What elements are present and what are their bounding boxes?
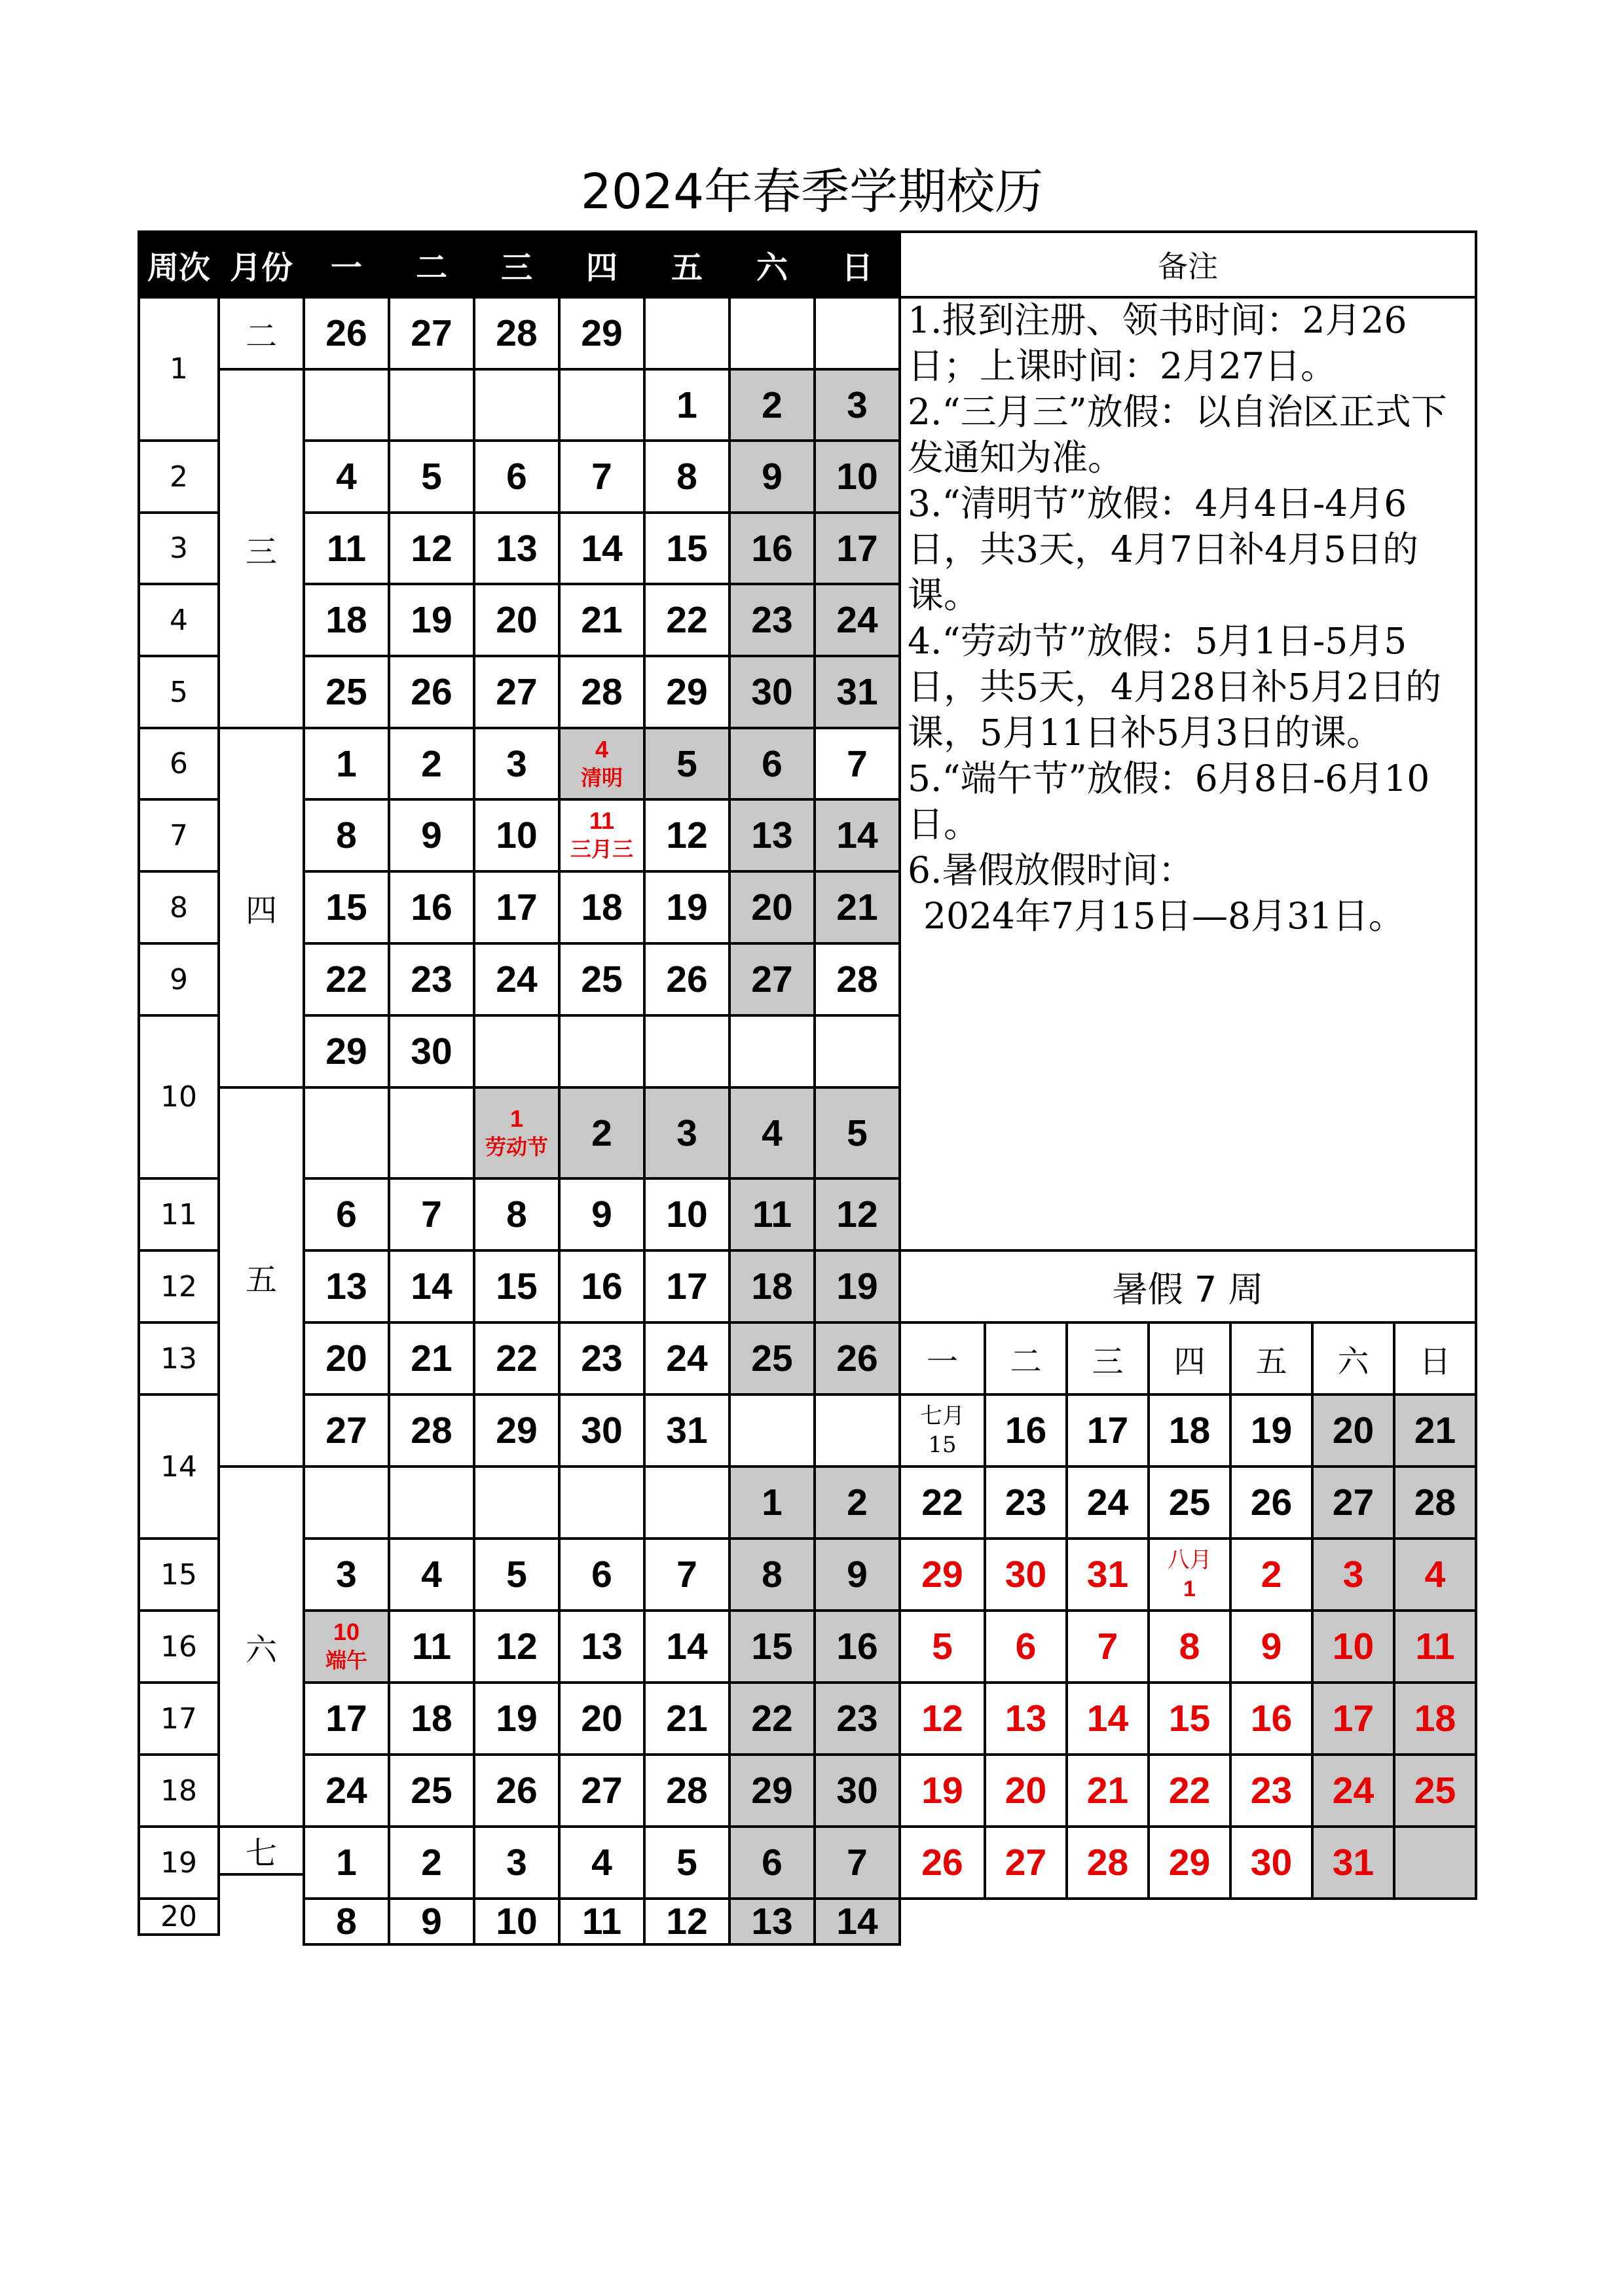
day-cell (558, 1014, 646, 1089)
notes-panel (900, 297, 1476, 939)
day-cell: 27 (728, 942, 816, 1017)
day-cell: 16 (813, 1609, 901, 1684)
note-item: 5.“端午节”放假：6月8日-6月10日。 (908, 757, 1430, 845)
day-cell: 9 (728, 439, 816, 514)
day-cell: 21 (558, 583, 646, 657)
summer-day-cell: 29 (1147, 1825, 1232, 1900)
day-cell: 3 (643, 1086, 731, 1180)
day-cell (473, 368, 561, 442)
day-cell: 4 (303, 439, 390, 514)
day-cell: 9 (388, 798, 475, 873)
day-cell (303, 1609, 390, 1684)
day-cell: 20 (558, 1681, 646, 1756)
day-cell (303, 368, 390, 442)
week-number: 18 (138, 1753, 220, 1828)
day-cell (643, 1465, 731, 1540)
aug-day: 1 (1183, 1576, 1196, 1601)
summer-day-cell: 17 (1311, 1681, 1395, 1756)
day-cell: 3 (813, 368, 901, 442)
day-cell: 6 (303, 1177, 390, 1252)
month-label: 四 (217, 727, 305, 1089)
week-number: 13 (138, 1321, 220, 1396)
day-cell: 13 (728, 798, 816, 873)
week-number: 10 (138, 1014, 220, 1180)
summer-day-cell (898, 1393, 986, 1468)
day-cell: 31 (813, 655, 901, 729)
week-number: 12 (138, 1249, 220, 1324)
day-cell: 18 (303, 583, 390, 657)
summer-day-cell: 8 (1147, 1609, 1232, 1684)
day-cell: 25 (558, 942, 646, 1017)
day-cell: 22 (473, 1321, 561, 1396)
month-label: 二 (217, 296, 305, 371)
holiday-label: 端午 (325, 1648, 367, 1673)
day-cell: 1 (728, 1465, 816, 1540)
holiday-day: 10 (333, 1618, 360, 1645)
day-cell: 17 (303, 1681, 390, 1756)
day-cell: 15 (728, 1609, 816, 1684)
summer-day-cell: 22 (1147, 1753, 1232, 1828)
day-cell: 6 (728, 727, 816, 801)
day-cell: 5 (388, 439, 475, 514)
header-weekday: 一 (303, 230, 390, 299)
day-cell: 5 (473, 1537, 561, 1612)
day-cell: 19 (813, 1249, 901, 1324)
day-cell: 14 (558, 511, 646, 585)
day-cell: 23 (813, 1681, 901, 1756)
day-cell: 21 (813, 870, 901, 945)
day-cell: 23 (558, 1321, 646, 1396)
day-cell: 1 (303, 727, 390, 801)
day-cell: 4 (558, 1825, 646, 1900)
july-label: 七月 (920, 1403, 965, 1429)
summer-day-cell: 26 (1229, 1465, 1314, 1540)
day-cell: 3 (473, 1825, 561, 1900)
day-cell: 7 (813, 1825, 901, 1900)
day-cell: 11 (388, 1609, 475, 1684)
day-cell: 7 (558, 439, 646, 514)
day-cell: 28 (643, 1753, 731, 1828)
summer-day-cell: 27 (984, 1825, 1068, 1900)
summer-day-cell: 29 (898, 1537, 986, 1612)
holiday-label: 清明 (580, 765, 623, 790)
day-cell: 20 (303, 1321, 390, 1396)
summer-day-cell: 18 (1147, 1393, 1232, 1468)
summer-day-cell: 23 (1229, 1753, 1314, 1828)
day-cell: 26 (303, 296, 390, 371)
day-cell: 2 (388, 727, 475, 801)
day-cell: 24 (303, 1753, 390, 1828)
day-cell (558, 1465, 646, 1540)
day-cell: 3 (303, 1537, 390, 1612)
header-weekday: 三 (473, 230, 561, 299)
day-cell: 7 (388, 1177, 475, 1252)
header-month: 月份 (217, 230, 305, 299)
week-number: 17 (138, 1681, 220, 1756)
day-cell: 14 (813, 1897, 901, 1946)
day-cell (813, 1014, 901, 1089)
day-cell: 5 (643, 1825, 731, 1900)
summer-day-cell: 4 (1393, 1537, 1477, 1612)
week-number: 20 (138, 1897, 220, 1936)
day-cell: 6 (728, 1825, 816, 1900)
note-item: 1.报到注册、领书时间：2月26日；上课时间：2月27日。 (908, 299, 1407, 387)
summer-day-cell: 3 (1311, 1537, 1395, 1612)
month-label: 五 (217, 1086, 305, 1468)
summer-day-cell: 13 (984, 1681, 1068, 1756)
day-cell: 12 (813, 1177, 901, 1252)
day-cell: 2 (813, 1465, 901, 1540)
day-cell: 12 (473, 1609, 561, 1684)
day-cell: 18 (558, 870, 646, 945)
day-cell: 25 (303, 655, 390, 729)
day-cell: 29 (558, 296, 646, 371)
week-number: 16 (138, 1609, 220, 1684)
day-cell: 4 (388, 1537, 475, 1612)
day-cell: 2 (388, 1825, 475, 1900)
header-weekday: 五 (643, 230, 731, 299)
day-cell: 6 (473, 439, 561, 514)
day-cell: 27 (473, 655, 561, 729)
header-weekday: 二 (388, 230, 475, 299)
day-cell: 8 (728, 1537, 816, 1612)
summer-day-cell: 23 (984, 1465, 1068, 1540)
day-cell: 5 (813, 1086, 901, 1180)
day-cell: 10 (473, 798, 561, 873)
day-cell: 27 (558, 1753, 646, 1828)
day-cell: 29 (728, 1753, 816, 1828)
day-cell: 23 (388, 942, 475, 1017)
day-cell (558, 727, 646, 801)
summer-day-cell: 21 (1065, 1753, 1150, 1828)
day-cell: 7 (643, 1537, 731, 1612)
note-item: 6.暑假放假时间： (908, 849, 1194, 891)
summer-day-cell: 24 (1311, 1753, 1395, 1828)
day-cell (303, 1086, 390, 1180)
summer-day-cell: 14 (1065, 1681, 1150, 1756)
note-item: 2.“三月三”放假：以自治区正式下发通知为准。 (908, 391, 1447, 479)
week-number: 2 (138, 439, 220, 514)
summer-day-cell: 30 (984, 1537, 1068, 1612)
summer-day-cell: 26 (898, 1825, 986, 1900)
summer-day-cell: 21 (1393, 1393, 1477, 1468)
day-cell: 30 (558, 1393, 646, 1468)
day-cell: 21 (388, 1321, 475, 1396)
day-cell: 6 (558, 1537, 646, 1612)
summer-day-cell: 15 (1147, 1681, 1232, 1756)
summer-day-cell (1393, 1825, 1477, 1900)
summer-day-cell: 18 (1393, 1681, 1477, 1756)
day-cell: 28 (558, 655, 646, 729)
summer-day-cell (1147, 1537, 1232, 1612)
day-cell (473, 1465, 561, 1540)
summer-day-cell: 10 (1311, 1609, 1395, 1684)
day-cell: 10 (813, 439, 901, 514)
holiday-label: 三月三 (570, 837, 633, 862)
summer-weekday: 三 (1065, 1321, 1150, 1396)
day-cell: 22 (643, 583, 731, 657)
day-cell: 26 (643, 942, 731, 1017)
summer-weekday: 四 (1147, 1321, 1232, 1396)
header-notes: 备注 (898, 230, 1477, 299)
day-cell (303, 1465, 390, 1540)
day-cell: 14 (388, 1249, 475, 1324)
summer-day-cell: 12 (898, 1681, 986, 1756)
day-cell: 8 (303, 1897, 390, 1946)
week-number: 9 (138, 942, 220, 1017)
day-cell: 12 (388, 511, 475, 585)
day-cell: 2 (728, 368, 816, 442)
day-cell: 29 (643, 655, 731, 729)
holiday-label: 劳动节 (485, 1134, 548, 1159)
day-cell (728, 1393, 816, 1468)
day-cell: 17 (473, 870, 561, 945)
summer-day-cell: 28 (1393, 1465, 1477, 1540)
day-cell: 1 (643, 368, 731, 442)
week-number: 4 (138, 583, 220, 657)
day-cell: 11 (303, 511, 390, 585)
note-item: 4.“劳动节”放假：5月1日-5月5日，共5天，4月28日补5月2日的课，5月11日补5月3日的课。 (908, 620, 1441, 754)
day-cell: 19 (643, 870, 731, 945)
day-cell: 4 (728, 1086, 816, 1180)
week-number: 14 (138, 1393, 220, 1540)
day-cell (643, 1014, 731, 1089)
day-cell: 15 (643, 511, 731, 585)
day-cell: 16 (388, 870, 475, 945)
day-cell: 26 (473, 1753, 561, 1828)
day-cell (473, 1086, 561, 1180)
header-weekday: 四 (558, 230, 646, 299)
summer-day-cell: 22 (898, 1465, 986, 1540)
day-cell: 11 (728, 1177, 816, 1252)
day-cell: 28 (473, 296, 561, 371)
summer-day-cell: 9 (1229, 1609, 1314, 1684)
day-cell: 26 (388, 655, 475, 729)
day-cell: 22 (303, 942, 390, 1017)
week-number: 1 (138, 296, 220, 442)
day-cell: 15 (303, 870, 390, 945)
day-cell: 16 (728, 511, 816, 585)
day-cell: 9 (558, 1177, 646, 1252)
day-cell (728, 1014, 816, 1089)
day-cell: 12 (643, 1897, 731, 1946)
day-cell: 28 (813, 942, 901, 1017)
day-cell: 30 (728, 655, 816, 729)
summer-day-cell: 31 (1065, 1537, 1150, 1612)
note-item: 3.“清明节”放假：4月4日-4月6日，共3天，4月7日补4月5日的课。 (908, 483, 1418, 616)
day-cell: 9 (388, 1897, 475, 1946)
summer-day-cell: 7 (1065, 1609, 1150, 1684)
day-cell: 1 (303, 1825, 390, 1900)
day-cell: 31 (643, 1393, 731, 1468)
july-day: 15 (928, 1432, 957, 1458)
day-cell: 13 (473, 511, 561, 585)
day-cell: 8 (303, 798, 390, 873)
summer-day-cell: 25 (1393, 1753, 1477, 1828)
day-cell (643, 296, 731, 371)
day-cell: 24 (643, 1321, 731, 1396)
week-number: 15 (138, 1537, 220, 1612)
month-label: 三 (217, 368, 305, 729)
summer-day-cell: 31 (1311, 1825, 1395, 1900)
day-cell: 14 (643, 1609, 731, 1684)
day-cell: 16 (558, 1249, 646, 1324)
day-cell: 12 (643, 798, 731, 873)
day-cell (558, 368, 646, 442)
day-cell: 15 (473, 1249, 561, 1324)
week-number: 6 (138, 727, 220, 801)
day-cell: 17 (813, 511, 901, 585)
note-item: 2024年7月15日—8月31日。 (923, 895, 1405, 937)
week-number: 5 (138, 655, 220, 729)
day-cell: 20 (728, 870, 816, 945)
day-cell: 26 (813, 1321, 901, 1396)
header-week: 周次 (138, 230, 220, 299)
day-cell: 5 (643, 727, 731, 801)
day-cell: 24 (473, 942, 561, 1017)
day-cell (813, 296, 901, 371)
day-cell: 29 (473, 1393, 561, 1468)
day-cell: 24 (813, 583, 901, 657)
aug-label: 八月 (1167, 1547, 1212, 1573)
summer-weekday: 六 (1311, 1321, 1395, 1396)
holiday-day: 11 (589, 807, 615, 834)
day-cell: 18 (728, 1249, 816, 1324)
day-cell (728, 296, 816, 371)
day-cell: 7 (813, 727, 901, 801)
month-label: 七 (217, 1825, 305, 1876)
day-cell: 28 (388, 1393, 475, 1468)
day-cell: 13 (558, 1609, 646, 1684)
summer-day-cell: 20 (984, 1753, 1068, 1828)
summer-day-cell: 17 (1065, 1393, 1150, 1468)
day-cell: 23 (728, 583, 816, 657)
day-cell: 19 (473, 1681, 561, 1756)
holiday-day: 1 (509, 1104, 524, 1132)
header-weekday: 日 (813, 230, 901, 299)
summer-weekday: 五 (1229, 1321, 1314, 1396)
page-title: 2024年春季学期校历 (580, 164, 1044, 220)
summer-day-cell: 24 (1065, 1465, 1150, 1540)
day-cell: 30 (388, 1014, 475, 1089)
day-cell: 8 (643, 439, 731, 514)
day-cell (388, 368, 475, 442)
summer-title: 暑假 7 周 (898, 1249, 1477, 1324)
week-number: 8 (138, 870, 220, 945)
summer-weekday: 一 (898, 1321, 986, 1396)
day-cell: 9 (813, 1537, 901, 1612)
day-cell: 25 (388, 1753, 475, 1828)
holiday-day: 4 (595, 735, 609, 763)
day-cell: 18 (388, 1681, 475, 1756)
day-cell (388, 1465, 475, 1540)
summer-day-cell: 28 (1065, 1825, 1150, 1900)
summer-day-cell: 16 (984, 1393, 1068, 1468)
day-cell: 13 (303, 1249, 390, 1324)
week-number: 7 (138, 798, 220, 873)
day-cell: 10 (473, 1897, 561, 1946)
day-cell: 30 (813, 1753, 901, 1828)
week-number: 3 (138, 511, 220, 585)
summer-day-cell: 30 (1229, 1825, 1314, 1900)
day-cell: 13 (728, 1897, 816, 1946)
week-number: 19 (138, 1825, 220, 1900)
day-cell (388, 1086, 475, 1180)
day-cell: 8 (473, 1177, 561, 1252)
summer-day-cell: 2 (1229, 1537, 1314, 1612)
day-cell: 22 (728, 1681, 816, 1756)
day-cell (473, 1014, 561, 1089)
day-cell: 20 (473, 583, 561, 657)
day-cell: 14 (813, 798, 901, 873)
summer-day-cell: 11 (1393, 1609, 1477, 1684)
summer-day-cell: 19 (898, 1753, 986, 1828)
day-cell: 2 (558, 1086, 646, 1180)
summer-day-cell: 6 (984, 1609, 1068, 1684)
summer-day-cell: 19 (1229, 1393, 1314, 1468)
summer-day-cell: 27 (1311, 1465, 1395, 1540)
day-cell: 21 (643, 1681, 731, 1756)
day-cell: 25 (728, 1321, 816, 1396)
summer-day-cell: 16 (1229, 1681, 1314, 1756)
day-cell: 19 (388, 583, 475, 657)
summer-weekday: 日 (1393, 1321, 1477, 1396)
header-weekday: 六 (728, 230, 816, 299)
summer-day-cell: 20 (1311, 1393, 1395, 1468)
day-cell: 10 (643, 1177, 731, 1252)
month-label: 六 (217, 1465, 305, 1828)
day-cell: 11 (558, 1897, 646, 1946)
summer-weekday: 二 (984, 1321, 1068, 1396)
week-number: 11 (138, 1177, 220, 1252)
day-cell (558, 798, 646, 873)
day-cell: 27 (303, 1393, 390, 1468)
day-cell: 27 (388, 296, 475, 371)
day-cell: 3 (473, 727, 561, 801)
day-cell: 17 (643, 1249, 731, 1324)
summer-day-cell: 25 (1147, 1465, 1232, 1540)
day-cell: 29 (303, 1014, 390, 1089)
day-cell (813, 1393, 901, 1468)
summer-day-cell: 5 (898, 1609, 986, 1684)
